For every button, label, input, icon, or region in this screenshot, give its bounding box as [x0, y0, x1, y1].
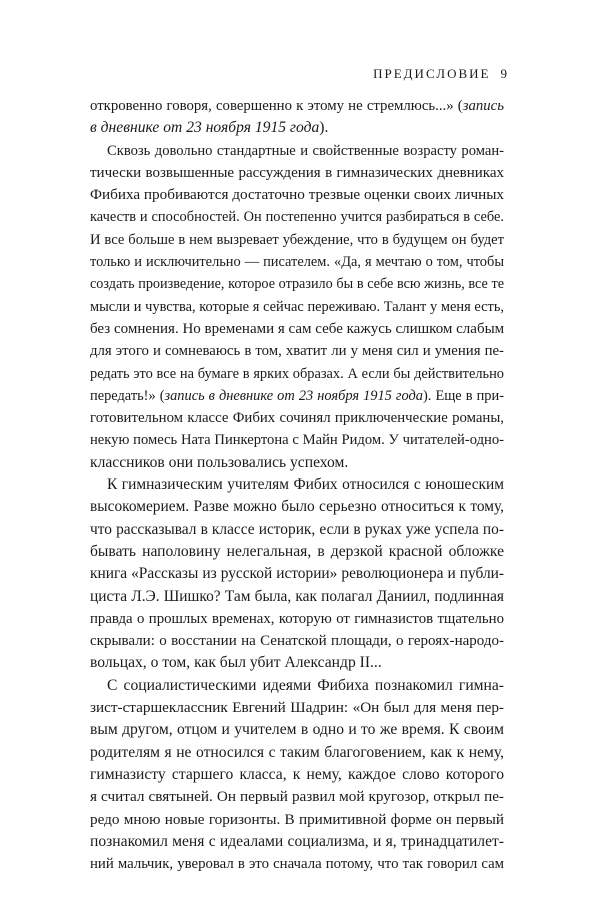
text-line — [90, 229, 504, 251]
text-run: мысли и чувства, которые я сейчас переживаю. Талант у меня есть, — [90, 298, 504, 315]
text-line — [90, 206, 504, 228]
text-run: правда о прошлых временах, которую от гимназистов тщательно — [90, 610, 504, 627]
text-line — [90, 407, 504, 429]
text-run: вольцах, о том, как был убит Александр II... — [90, 654, 382, 672]
text-run: Сквозь довольно стандартные и свойственные возрасту роман- — [107, 142, 504, 159]
text-line — [90, 117, 504, 139]
text-run: Фибиха пробиваются достаточно трезвые оценки своих личных — [90, 186, 505, 204]
text-line — [90, 764, 504, 786]
text-run: ). Еще в при- — [423, 387, 504, 404]
text-line — [90, 496, 504, 518]
text-run: редо мною новые горизонты. В примитивной форме он первый — [90, 810, 504, 828]
text-run: скрывали: о восстании на Сенатской площади, о героях-народо- — [90, 633, 504, 650]
text-run: познакомил меня с идеалами социализма, и я, тринадцатилет- — [90, 832, 504, 850]
text-line — [90, 652, 504, 674]
page-number: 9 — [500, 66, 509, 81]
text-run: я считал святыней. Он первый развил мой кругозор, открыл пе- — [90, 788, 504, 806]
text-run: передать!» ( — [90, 387, 165, 404]
text-line — [90, 162, 504, 184]
text-line — [90, 273, 504, 295]
text-run: только и исключительно — писателем. «Да, я мечтаю о том, чтобы — [90, 254, 504, 271]
italic-citation: запись — [462, 98, 504, 114]
text-line — [90, 429, 504, 451]
italic-citation: в дневнике от 23 ноября 1915 года — [90, 119, 320, 137]
body-text — [90, 95, 504, 875]
text-line — [90, 251, 504, 273]
text-line — [90, 519, 504, 541]
text-run: книга «Рассказы из русской истории» революционера и публи- — [90, 565, 504, 583]
text-run: ). — [319, 119, 329, 137]
text-run: С социалистическими идеями Фибиха познакомил гимна- — [107, 676, 504, 694]
text-run: без сомнения. Но временами я сам себе кажусь слишком слабым — [90, 320, 505, 337]
text-line — [90, 608, 504, 630]
text-line — [90, 95, 504, 117]
text-run: циста Л.Э. Шишко? Там была, как полагал Даниил, подлинная — [90, 587, 504, 605]
text-line — [90, 140, 504, 162]
text-run: высокомерием. Разве можно было серьезно относиться к тому, — [90, 498, 504, 516]
text-line — [90, 853, 504, 875]
text-run: гимназисту старшего класса, к нему, каждое слово которого — [90, 765, 504, 783]
running-header — [373, 66, 509, 82]
text-line — [90, 675, 504, 697]
text-run: зист-старшеклассник Евгений Шадрин: «Он был для меня пер- — [90, 699, 504, 717]
text-run: К гимназическим учителям Фибих относился с юношеским — [107, 476, 504, 494]
text-run: создать произведение, которое отразило бы в себе всю жизнь, все те — [90, 276, 504, 293]
text-line — [90, 630, 504, 652]
text-line — [90, 719, 504, 741]
text-run: некую помесь Ната Пинкертона с Майн Ридом. У читателей-одно- — [90, 432, 504, 449]
text-run: родителям я не относился с таким благоговением, как к нему, — [90, 743, 504, 761]
text-line — [90, 563, 504, 585]
text-run: редать это все на бумаге в ярких образах. А если бы действительно — [90, 365, 504, 382]
text-line — [90, 296, 504, 318]
text-line — [90, 474, 504, 496]
text-run: классников они пользовались успехом. — [90, 453, 349, 471]
text-line — [90, 363, 504, 385]
text-line — [90, 318, 504, 340]
text-run: ний мальчик, уверовал в это сначала потому, что так говорил сам — [90, 856, 504, 873]
text-run: для этого и сомневаюсь в том, хватит ли у меня сил и умения пе- — [90, 343, 504, 360]
text-run: что рассказывал в классе историк, если в руках уже успела по- — [90, 520, 504, 538]
text-line — [90, 786, 504, 808]
text-line — [90, 340, 504, 362]
chapter-title: ПРЕДИСЛОВИЕ — [373, 66, 491, 81]
text-line — [90, 541, 504, 563]
text-line — [90, 452, 504, 474]
text-line — [90, 184, 504, 206]
text-line — [90, 742, 504, 764]
text-run: вым другом, отцом и учителем в одно и то же время. К своим — [90, 721, 504, 739]
text-run: откровенно говоря, совершенно к этому не стремлюсь...» ( — [90, 98, 463, 114]
text-run: качеств и способностей. Он постепенно учится разбираться в себе. — [90, 209, 504, 226]
text-run: тически возвышенные рассуждения в гимназических дневниках — [90, 164, 504, 181]
text-line — [90, 809, 504, 831]
text-line — [90, 831, 504, 853]
text-run: готовительном классе Фибих сочинял приключенческие романы, — [90, 410, 504, 427]
text-line — [90, 385, 504, 407]
text-line — [90, 586, 504, 608]
italic-citation: запись в дневнике от 23 ноября 1915 года — [164, 387, 423, 404]
text-run: И все больше в нем вызревает убеждение, что в будущем он будет — [90, 231, 504, 248]
text-run: бывать наполовину нелегальная, в дерзкой красной обложке — [90, 542, 504, 560]
text-line — [90, 697, 504, 719]
